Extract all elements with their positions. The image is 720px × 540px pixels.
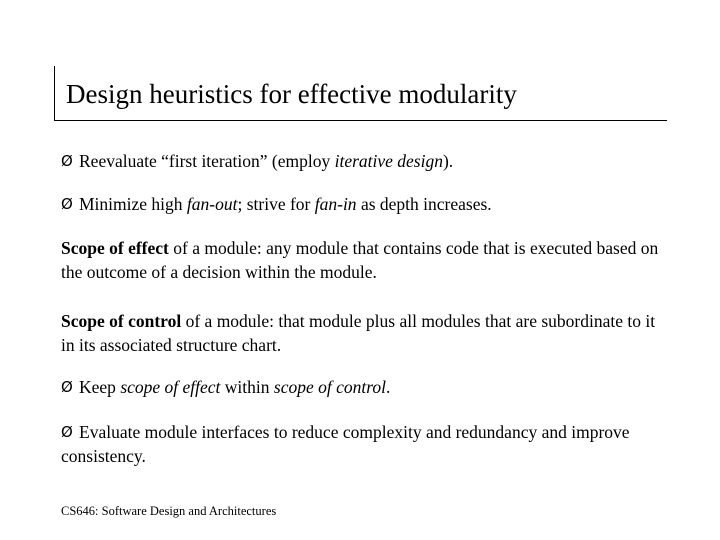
- slide-footer: CS646: Software Design and Architectures: [61, 504, 277, 518]
- arrow-bullet-icon: Ø: [61, 152, 73, 170]
- emphasis-text: scope of effect: [120, 377, 221, 397]
- definition-term: Scope of control: [61, 311, 182, 331]
- bullet-text: Reevaluate “first iteration” (employ: [79, 151, 335, 171]
- bullet-text: Minimize high: [79, 194, 187, 214]
- arrow-bullet-icon: Ø: [61, 423, 73, 441]
- definition-scope-of-effect: [61, 236, 661, 284]
- arrow-bullet-icon: Ø: [61, 378, 73, 396]
- bullet-text: .: [386, 377, 391, 397]
- definition-text: of a module: any module that contains code that is executed based on the outcome of a decision within the module.: [61, 238, 659, 282]
- bullet-text: Evaluate module interfaces to reduce complexity and redundancy and improve consistency.: [61, 422, 630, 466]
- arrow-bullet-icon: Ø: [61, 195, 73, 213]
- slide-title: Design heuristics for effective modularity: [66, 79, 517, 109]
- bullet-keep-scope: [61, 375, 661, 399]
- bullet-text: within: [220, 377, 274, 397]
- bullet-reevaluate: [61, 149, 661, 173]
- definition-text: of a module: that module plus all modules that are subordinate to it in its associated structure chart.: [61, 311, 656, 355]
- definition-term: Scope of effect: [61, 238, 169, 258]
- bullet-text: as depth increases.: [356, 194, 492, 214]
- bullet-text: Keep: [79, 377, 121, 397]
- definition-scope-of-control: [61, 309, 661, 357]
- title-divider-vertical: [54, 66, 55, 120]
- emphasis-text: fan-in: [314, 194, 357, 214]
- emphasis-text: scope of control: [273, 377, 387, 397]
- bullet-text: ; strive for: [237, 194, 315, 214]
- bullet-evaluate-interfaces: [61, 420, 661, 468]
- title-divider-horizontal: [54, 120, 667, 121]
- bullet-text: ).: [442, 151, 454, 171]
- emphasis-text: iterative design: [334, 151, 443, 171]
- emphasis-text: fan-out: [186, 194, 238, 214]
- bullet-minimize-fan-out: [61, 192, 661, 216]
